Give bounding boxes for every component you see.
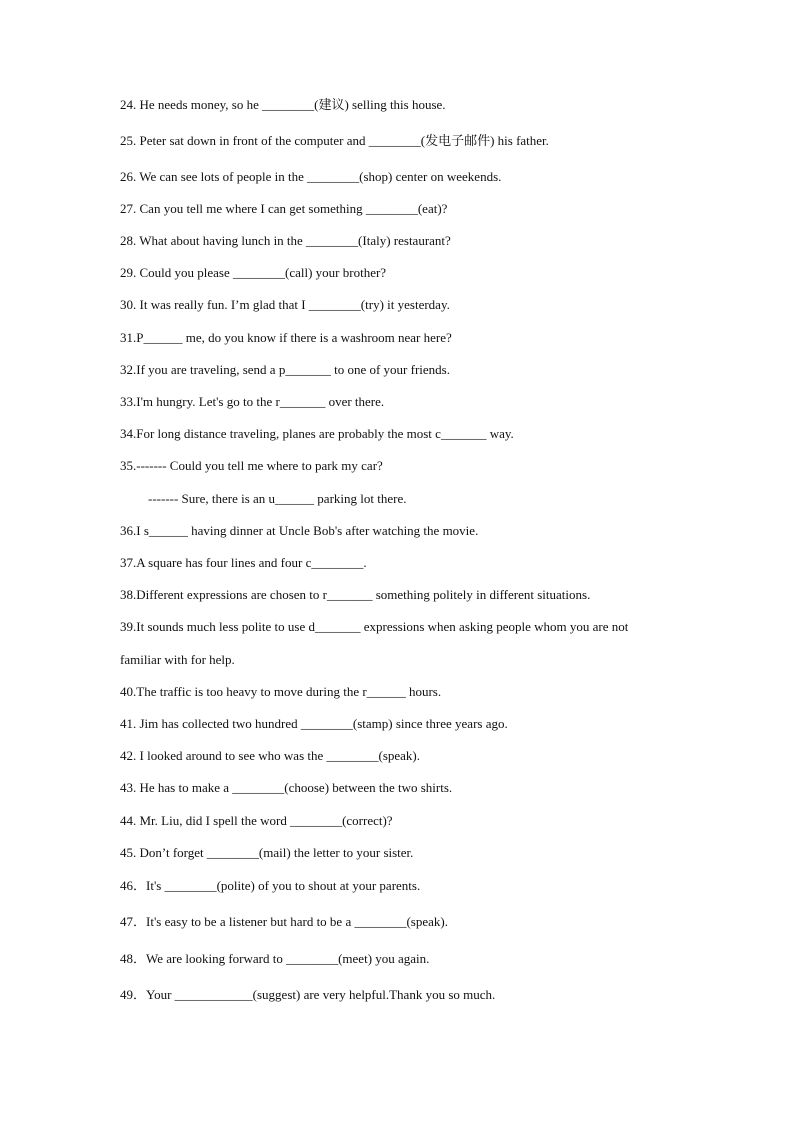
question-35-reply: ------- Sure, there is an u______ parking lot there. [148,491,407,506]
question-36: 36.I s______ having dinner at Uncle Bob's after watching the movie. [120,523,479,538]
question-35: 35.------- Could you tell me where to park my car? [120,458,383,473]
question-27: 27. Can you tell me where I can get something ________(eat)? [120,201,448,216]
question-39: 39.It sounds much less polite to use d_______ expressions when asking people whom you are not [120,619,629,634]
question-43: 43. He has to make a ________(choose) between the two shirts. [120,780,453,795]
question-26: 26. We can see lots of people in the ________(shop) center on weekends. [120,169,502,184]
question-30: 30. It was really fun. I’m glad that I ________(try) it yesterday. [120,297,450,312]
question-45: 45. Don’t forget ________(mail) the letter to your sister. [120,845,414,860]
question-41: 41. Jim has collected two hundred ________(stamp) since three years ago. [120,716,508,731]
question-31: 31.P______ me, do you know if there is a washroom near here? [120,330,452,345]
question-33: 33.I'm hungry. Let's go to the r_______ over there. [120,394,385,409]
question-37: 37.A square has four lines and four c________. [120,555,367,570]
question-40: 40.The traffic is too heavy to move during the r______ hours. [120,684,442,699]
question-39-continued: familiar with for help. [120,652,235,667]
question-49: 49．Your ____________(suggest) are very helpful.Thank you so much. [120,987,496,1002]
question-38: 38.Different expressions are chosen to r_______ something politely in different situations. [120,587,591,602]
question-47: 47．It's easy to be a listener but hard to be a ________(speak). [120,914,448,929]
question-48: 48．We are looking forward to ________(meet) you again. [120,951,430,966]
question-25: 25. Peter sat down in front of the computer and ________(发电子邮件) his father. [120,133,549,148]
question-44: 44. Mr. Liu, did I spell the word ________(correct)? [120,813,393,828]
question-32: 32.If you are traveling, send a p_______ to one of your friends. [120,362,450,377]
question-34: 34.For long distance traveling, planes are probably the most c_______ way. [120,426,514,441]
question-28: 28. What about having lunch in the ________(Italy) restaurant? [120,233,451,248]
question-24: 24. He needs money, so he ________(建议) selling this house. [120,97,446,112]
question-29: 29. Could you please ________(call) your brother? [120,265,387,280]
question-46: 46．It's ________(polite) of you to shout at your parents. [120,878,421,893]
question-42: 42. I looked around to see who was the ________(speak). [120,748,421,763]
